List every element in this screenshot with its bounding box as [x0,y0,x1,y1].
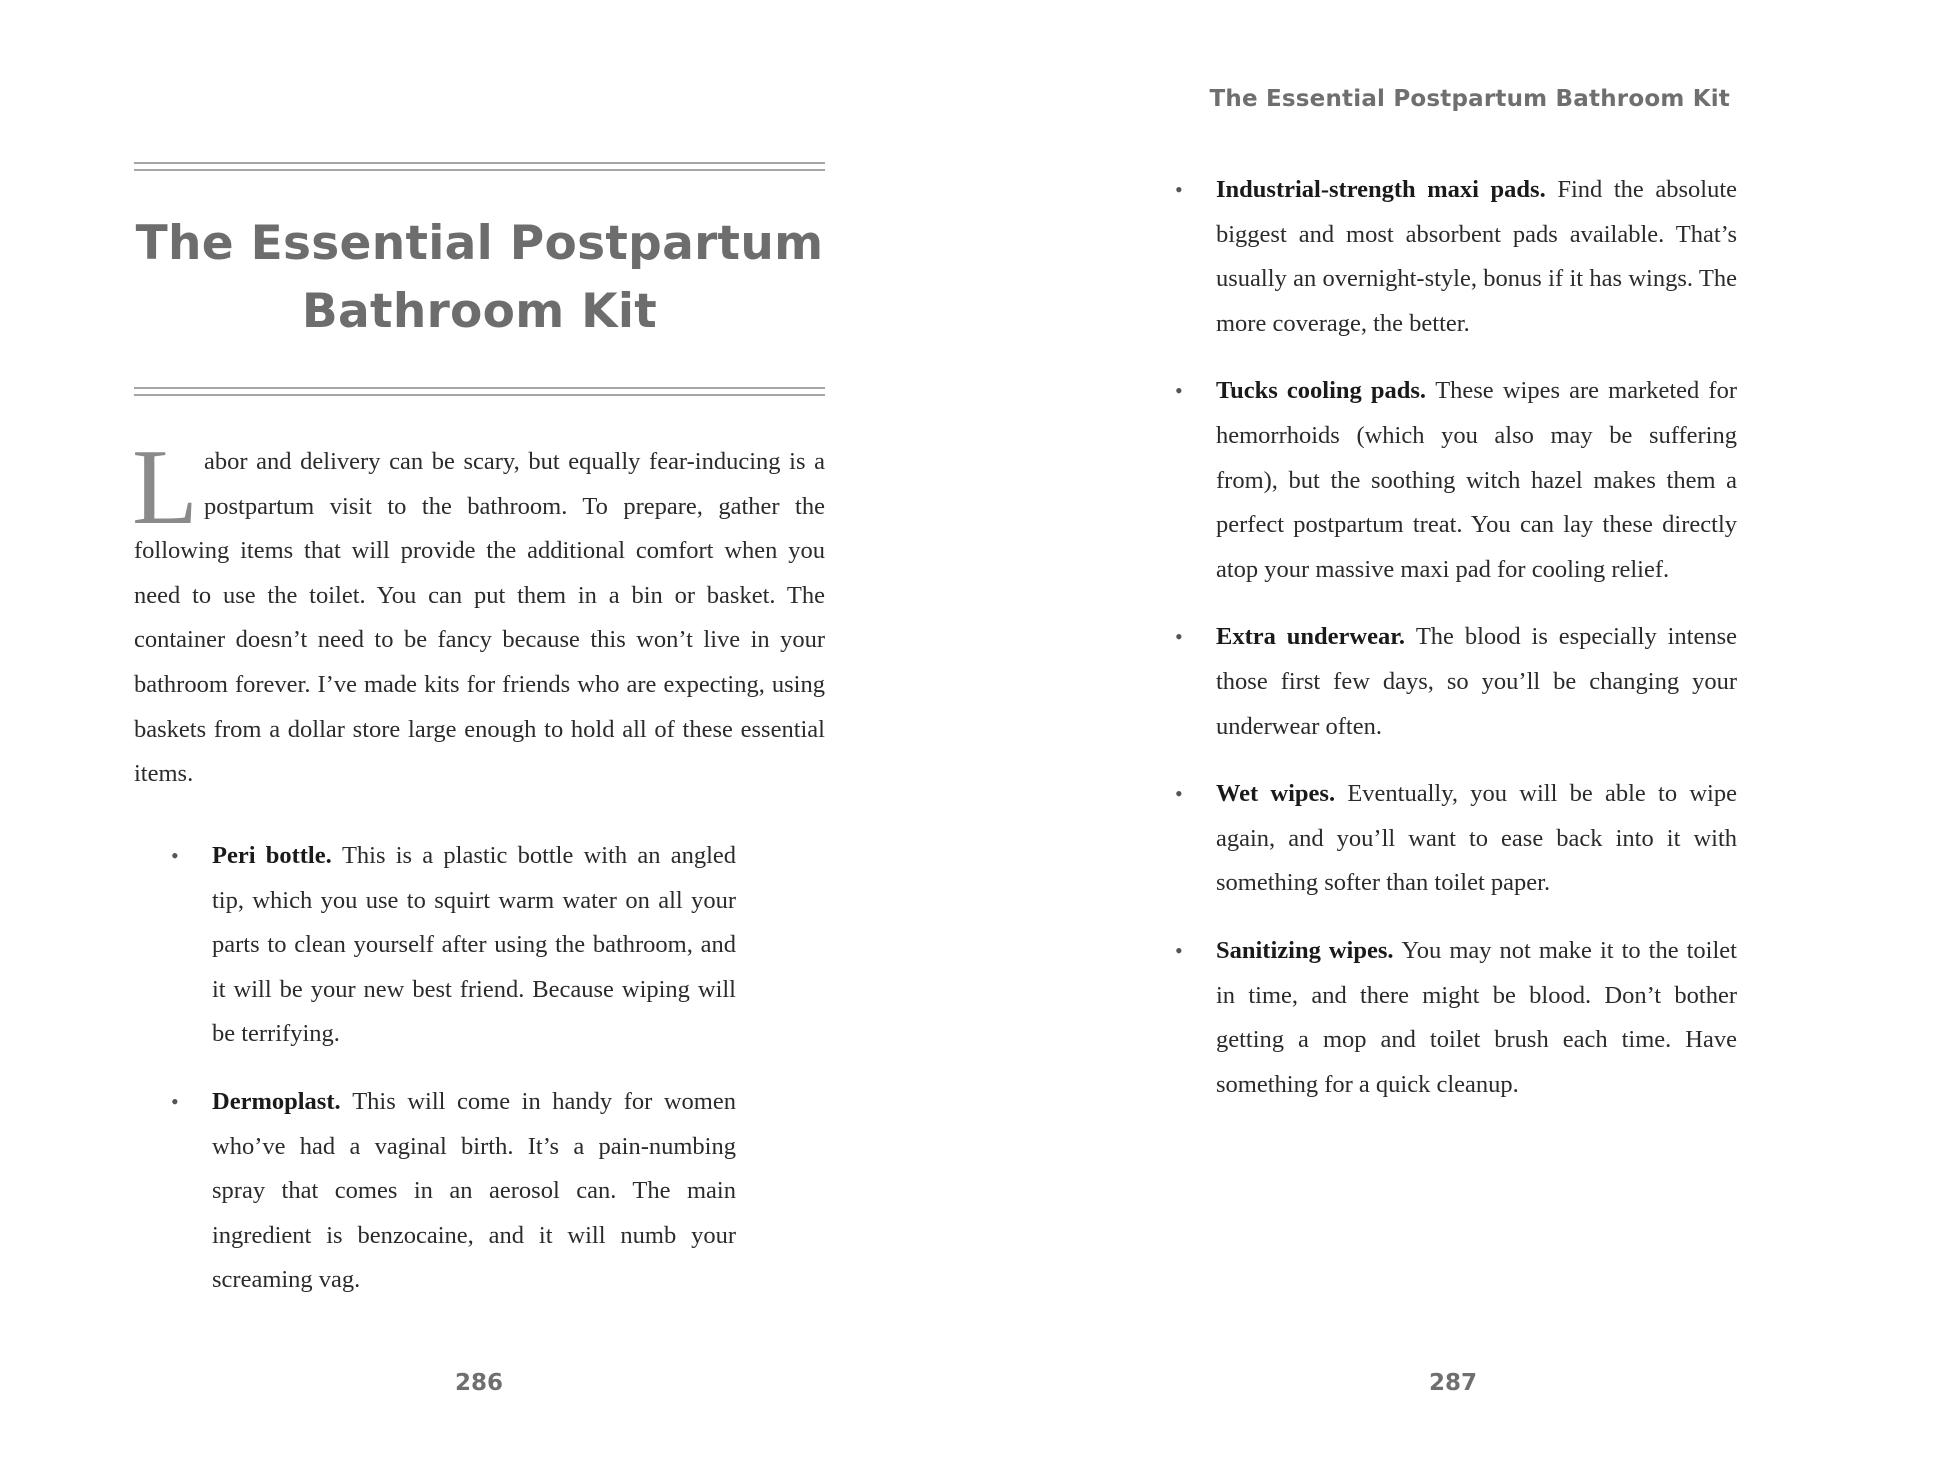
bullet-dot: • [1175,177,1183,202]
right-page [973,0,1946,1460]
list-item [1175,615,1737,749]
bullet-dot: • [1175,937,1183,963]
bullet-dot: • [171,1088,179,1114]
bullet-term: Wet wipes. [1216,780,1348,808]
title-rule-top [134,162,825,171]
bullet-text: Eventually, you will be able to wipe again, and you’ll want to ease back into it with something softer than toilet paper. [1216,780,1737,897]
bullet-term: Tucks cooling pads. [1216,377,1436,405]
bullet-dot: • [1175,781,1183,807]
list-item [1175,772,1737,906]
bullet-text: You may not make it to the toilet in time, and there might be blood. Don’t bother getting a mop and toilet brush each time. Have something for a quick cleanup. [1216,936,1737,1098]
page-number-left: 286 [454,1370,503,1396]
list-item [1175,168,1737,346]
list-item [171,1080,736,1303]
intro-text: abor and delivery can be scary, but equally fear-inducing is a postpartum visit to the bathroom. To prepare, gather the following items that will provide the additional comfort when you need to use the toilet. You can put them in a bin or basket. The container doesn’t need to be fancy because this won’t live in your bathroom forever. I’ve made kits for friends who are expecting, using baskets from a dollar store large enough to hold all of these essential items. [134,448,825,788]
intro-paragraph [132,428,825,797]
chapter-title: The Essential Postpartum Bathroom Kit [135,216,824,339]
bullet-term: Extra underwear. [1216,623,1416,651]
bullet-dot: • [1175,378,1183,404]
bullet-list-right [1175,168,1738,1130]
bullet-term: Sanitizing wipes. [1216,936,1402,964]
bullet-dot: • [1175,624,1183,650]
drop-cap: L [132,428,198,547]
bullet-text: Find the absolute biggest and most absorbent pads available. That’s usually an overnight-style, bonus if it has wings. The more coverage, the better. [1216,176,1737,337]
list-item [1175,369,1738,592]
bullet-dot: • [171,843,179,868]
list-item [171,834,736,1057]
bullet-term: Dermoplast. [212,1087,353,1115]
bullet-text: This will come in handy for women who’ve had a vaginal birth. It’s a pain-numbing spray that comes in an aerosol can. The main ingredient is benzocaine, and it will numb your screaming vag. [212,1087,736,1294]
bullet-text: The blood is especially intense those first few days, so you’ll be changing your underwear often. [1216,623,1737,740]
bullet-text: These wipes are marketed for hemorrhoids (which you also may be suffering from), but the soothing witch hazel makes them a perfect postpartum treat. You can lay these directly atop your massive maxi pad for cooling relief. [1216,377,1738,583]
title-rule-bottom [134,387,825,396]
bullet-list-left [171,834,736,1326]
bullet-term: Industrial-strength maxi pads. [1216,176,1558,203]
bullet-term: Peri bottle. [212,842,342,869]
list-item [1175,929,1737,1107]
running-head: The Essential Postpartum Bathroom Kit [1209,86,1730,112]
bullet-text: This is a plastic bottle with an angled tip, which you use to squirt warm water on all your parts to clean yourself after using the bathroom, and it will be your new best friend. Because wiping will be terrifying. [212,842,736,1048]
page-number-right: 287 [1428,1370,1477,1396]
